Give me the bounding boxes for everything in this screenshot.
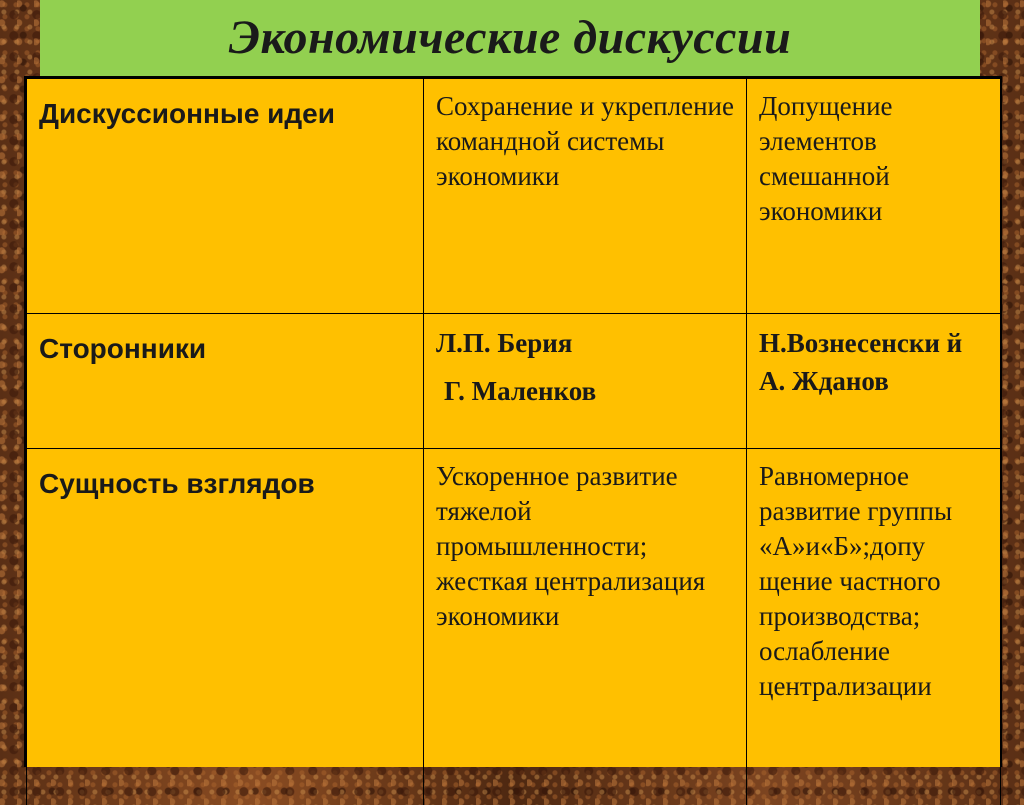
discussion-table	[24, 76, 1002, 767]
essence-mixed: Равномерное развитие группы «А»и«Б»;допу щение частного производства; ослабление централизации	[747, 449, 1001, 805]
table-row-ideas	[27, 79, 1001, 314]
table-row-essence	[27, 449, 1001, 805]
slide-title: Экономические дискуссии	[40, 8, 980, 68]
row-label-ideas: Дискуссионные идеи	[27, 79, 424, 314]
essence-command: Ускоренное развитие тяжелой промышленности; жесткая централизация экономики	[424, 449, 747, 805]
ideas-mixed-economy: Допущение элементов смешанной экономики	[747, 79, 1001, 314]
supporter-beria: Л.П. Берия	[436, 324, 734, 362]
ideas-command-economy: Сохранение и укрепление командной системы экономики	[424, 79, 747, 314]
row-label-essence: Сущность взглядов	[27, 449, 424, 805]
row-label-supporters: Сторонники	[27, 314, 424, 449]
supporter-malenkov: Г. Маленков	[436, 372, 734, 410]
table-row-supporters	[27, 314, 1001, 449]
table	[26, 78, 1001, 805]
supporters-mixed: Н.Вознесенски й А. Жданов	[747, 314, 1001, 449]
supporters-command	[424, 314, 747, 449]
